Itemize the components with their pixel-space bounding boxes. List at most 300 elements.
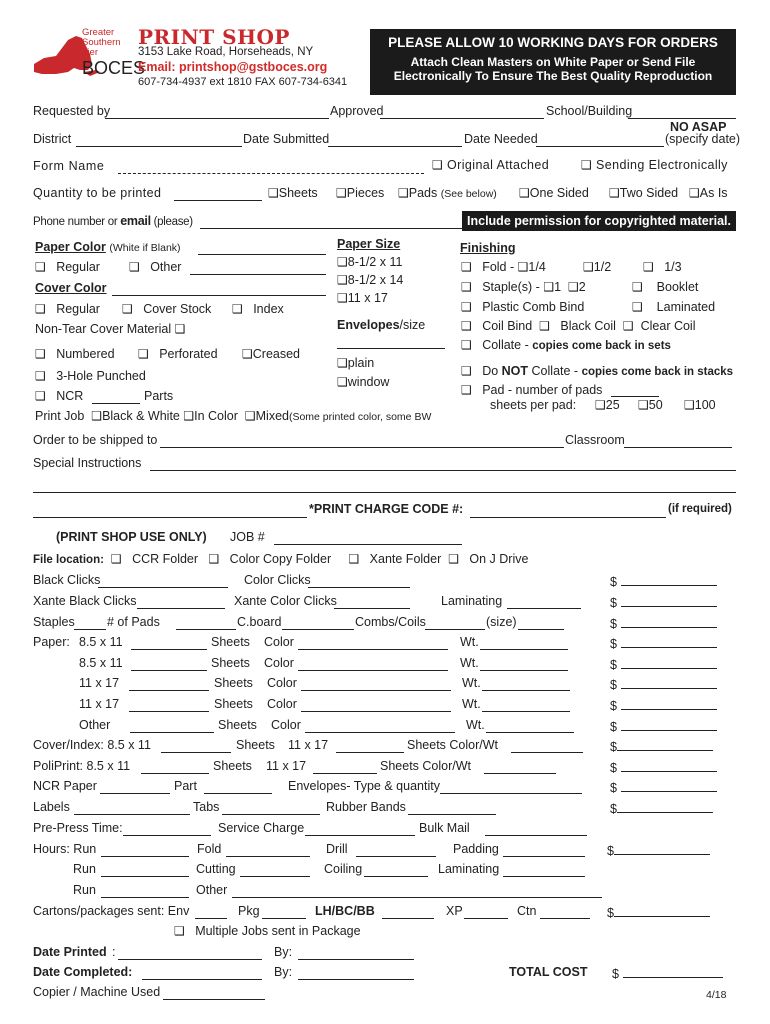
numbered-option[interactable]: ❑ Numbered (35, 347, 115, 361)
cost-12: $ (610, 800, 713, 816)
paper-1-sheets: Sheets (211, 635, 250, 649)
hours-run-field[interactable] (101, 842, 189, 857)
original-attached-option[interactable]: ❑ Original Attached (432, 158, 550, 172)
poliprint-11x17-field[interactable] (313, 759, 377, 774)
paper-1-wt: Wt. (460, 635, 479, 649)
prepress-label: Pre-Press Time: (33, 821, 123, 835)
checkbox-icon[interactable]: ❑ (91, 409, 103, 423)
coiling-field[interactable] (364, 862, 428, 877)
copier-field[interactable] (163, 985, 265, 1000)
other-field-2[interactable] (232, 883, 602, 898)
logo (30, 27, 146, 88)
paper-label: Paper: (33, 635, 70, 649)
service-charge-field[interactable] (305, 821, 415, 836)
approved-field[interactable] (380, 104, 544, 119)
checkbox-icon[interactable]: ❑ (35, 389, 46, 403)
checkbox-icon[interactable]: ❑ (337, 356, 348, 370)
checkbox-icon[interactable]: ❑ (461, 338, 472, 352)
paper-1-color-field[interactable] (298, 635, 448, 650)
district-label: District (33, 132, 72, 146)
paper-size-4: 11 x 17 (79, 697, 120, 711)
pad-50-option[interactable]: ❑50 (638, 398, 663, 412)
laminating-field[interactable] (507, 594, 581, 609)
booklet-option[interactable]: ❑ Booklet (632, 280, 699, 294)
notice-box (370, 29, 736, 95)
logo-line2: Southern (82, 37, 121, 48)
ncr-parts-label: Parts (144, 389, 174, 403)
cost-8: $ (610, 718, 717, 734)
cover-stock-option[interactable]: ❑ Cover Stock (122, 302, 212, 316)
xp-field[interactable] (464, 904, 508, 919)
checkbox-icon[interactable]: ❑ (432, 158, 444, 172)
checkbox-icon[interactable]: ❑ (35, 260, 46, 274)
tabs-field[interactable] (222, 800, 320, 815)
sheets-option[interactable]: ❑Sheets (268, 186, 318, 200)
pad-option[interactable]: ❑ Pad - number of pads (461, 383, 603, 397)
fold-label: Fold (197, 842, 222, 856)
cutting-label: Cutting (196, 862, 236, 876)
tabs-label: Tabs (193, 800, 220, 814)
form-version: 4/18 (706, 989, 727, 1001)
cover-regular-option[interactable]: ❑ Regular (35, 302, 100, 316)
date-printed-field[interactable] (118, 945, 262, 960)
envelope-size-field[interactable] (337, 338, 445, 349)
size-field[interactable] (518, 615, 564, 630)
notice-title: PLEASE ALLOW 10 WORKING DAYS FOR ORDERS (388, 35, 718, 50)
cost-1-field[interactable] (621, 573, 717, 586)
paper-1-wt-field[interactable] (480, 635, 568, 650)
date-printed-label: Date Printed (33, 945, 107, 959)
phone-fax: 607-734-4937 ext 1810 FAX 607-734-6341 (138, 76, 348, 88)
pad-100-option[interactable]: ❑100 (684, 398, 716, 412)
checkbox-icon[interactable]: ❑ (609, 186, 620, 200)
cost-8-field[interactable] (621, 718, 717, 731)
paper-4-color: Color (267, 697, 297, 711)
drill-label: Drill (326, 842, 348, 856)
classroom-label: Classroom (565, 433, 625, 447)
checkbox-icon[interactable]: ❑ (461, 364, 472, 378)
checkbox-icon[interactable]: ❑ (138, 347, 149, 361)
email: Email: printshop@gstboces.org (138, 60, 328, 74)
checkbox-icon[interactable]: ❑ (232, 302, 243, 316)
paper-3-qty-field[interactable] (129, 676, 209, 691)
cover-index-color-wt: Sheets Color/Wt (407, 738, 499, 752)
form-name-label: Form Name (33, 159, 105, 173)
paper-5-sheets: Sheets (218, 718, 257, 732)
ctn-label: Ctn (517, 904, 537, 918)
job-number-label: JOB # (230, 530, 265, 544)
paper-size-3: 11 x 17 (79, 676, 120, 690)
one-sided-option[interactable]: ❑One Sided (519, 186, 589, 200)
charge-code-prefix-field[interactable] (33, 503, 307, 518)
checkbox-icon[interactable]: ❑ (337, 255, 348, 269)
bulk-mail-label: Bulk Mail (419, 821, 470, 835)
district-field[interactable] (76, 132, 242, 147)
two-sided-option[interactable]: ❑Two Sided (609, 186, 679, 200)
fold-half-option[interactable]: ❑1/2 (583, 260, 612, 274)
staples-option[interactable]: ❑ Staple(s) - ❑1 ❑2 (461, 280, 586, 294)
sending-electronically-option[interactable]: ❑ Sending Electronically (581, 158, 728, 172)
print-job-row: Print Job ❑Black & White ❑In Color ❑Mixed(Some printed color, some BW (35, 409, 432, 423)
coiling-label: Coiling (324, 862, 363, 876)
perforated-option[interactable]: ❑ Perforated (138, 347, 218, 361)
cost-4: $ (610, 635, 717, 651)
cutting-field[interactable] (240, 862, 310, 877)
permission-banner: Include permission for copyrighted material. (462, 211, 736, 231)
page-title: PRINT SHOP (138, 25, 290, 49)
pad-count-field[interactable] (611, 383, 659, 397)
completed-by-label: By: (274, 965, 293, 979)
cover-index-11x17: 11 x 17 (288, 738, 329, 752)
non-tear-option[interactable]: Non-Tear Cover Material ❑ (35, 322, 186, 336)
labels-field[interactable] (74, 800, 190, 815)
checkbox-icon[interactable]: ❑ (448, 552, 459, 566)
notice-line2: Electronically To Ensure The Best Quality Reproduction (393, 69, 713, 83)
paper-1-color: Color (264, 635, 294, 649)
quantity-label: Quantity to be printed (33, 186, 162, 200)
paper-size-5: Other (79, 718, 111, 732)
xp-label: XP (446, 904, 463, 918)
shipped-to-label: Order to be shipped to (33, 433, 158, 447)
date-completed-field[interactable] (142, 965, 262, 980)
checkbox-icon[interactable]: ❑ (461, 383, 472, 397)
checkbox-icon[interactable]: ❑ (337, 273, 348, 287)
checkbox-icon[interactable]: ❑ (583, 260, 594, 274)
file-location-row: File location: ❑ CCR Folder ❑ Color Copy Folder ❑ Xante Folder ❑ On J Drive (33, 552, 529, 566)
cost-14: $ (607, 904, 710, 920)
phone-email-label: Phone number or email (please) (33, 214, 193, 228)
special-instructions-field-2[interactable] (33, 478, 736, 493)
black-clicks-field[interactable] (98, 573, 228, 588)
cost-4-field[interactable] (621, 635, 717, 648)
labels-label: Labels (33, 800, 70, 814)
cost-6-field[interactable] (621, 676, 717, 689)
envelopes-type-label: Envelopes- Type & quantity (288, 779, 440, 793)
xante-color-field[interactable] (334, 594, 410, 609)
ncr-option[interactable]: ❑ NCR (35, 389, 84, 403)
plastic-comb-option[interactable]: ❑ Plastic Comb Bind (461, 300, 585, 314)
cost-3-field[interactable] (621, 615, 717, 628)
paper-3-wt: Wt. (462, 676, 481, 690)
checkbox-icon[interactable]: ❑ (398, 186, 409, 200)
poliprint-label: PoliPrint: 8.5 x 11 (33, 759, 131, 773)
checkbox-icon[interactable]: ❑ (174, 322, 186, 336)
run-field-2[interactable] (101, 862, 189, 877)
cartons-label: Cartons/packages sent: Env (33, 904, 190, 918)
paper-2-wt: Wt. (460, 656, 479, 670)
pkg-field[interactable] (262, 904, 306, 919)
as-is-option[interactable]: ❑As Is (689, 186, 728, 200)
laminated-option[interactable]: ❑ Laminated (632, 300, 716, 314)
ncr-part-field[interactable] (204, 779, 272, 794)
specify-date: (specify date) (665, 132, 741, 146)
fold-third-option[interactable]: ❑ 1/3 (643, 260, 682, 274)
padding-label: Padding (453, 842, 499, 856)
cost-13: $ (607, 842, 710, 858)
cover-index-sheets: Sheets (236, 738, 275, 752)
ncr-part-label: Part (174, 779, 197, 793)
checkbox-icon[interactable]: ❑ (268, 186, 279, 200)
checkbox-icon[interactable]: ❑ (622, 319, 634, 333)
lhbcbb-field[interactable] (382, 904, 434, 919)
laminating-label-2: Laminating (438, 862, 500, 876)
paper-4-color-field[interactable] (301, 697, 451, 712)
paper-3-wt-field[interactable] (482, 676, 570, 691)
checkbox-icon[interactable]: ❑ (348, 552, 360, 566)
checkbox-icon[interactable]: ❑ (539, 319, 550, 333)
collate-option[interactable]: ❑ Collate - copies come back in sets (461, 338, 671, 352)
logo-boces: BOCES (82, 58, 146, 78)
job-number-field[interactable] (274, 530, 462, 545)
multiple-jobs-option[interactable]: ❑ Multiple Jobs sent in Package (174, 924, 361, 938)
classroom-field[interactable] (624, 433, 732, 448)
cost-2-field[interactable] (621, 594, 717, 607)
color-clicks-field[interactable] (308, 573, 410, 588)
date-submitted-field[interactable] (328, 132, 462, 147)
requested-by-label: Requested by (33, 104, 111, 118)
checkbox-icon[interactable]: ❑ (242, 347, 253, 361)
three-hole-option[interactable]: ❑ 3-Hole Punched (35, 369, 146, 383)
paper-regular-option[interactable]: ❑ Regular (35, 260, 100, 274)
pieces-option[interactable]: ❑Pieces (336, 186, 385, 200)
phone-email-field[interactable] (200, 214, 462, 229)
cost-9: $ (610, 738, 713, 754)
cover-index-color-wt-field[interactable] (511, 738, 583, 753)
poliprint-color-wt-field[interactable] (484, 759, 556, 774)
paper-5-wt: Wt. (466, 718, 485, 732)
shipped-to-field[interactable] (160, 433, 564, 448)
cost-11: $ (610, 779, 717, 795)
ncr-parts-field[interactable] (92, 389, 140, 404)
paper-color-field[interactable] (198, 240, 326, 255)
hours-run-label: Hours: Run (33, 842, 97, 856)
paper-other-option[interactable]: ❑ Other (129, 260, 182, 274)
fold-field[interactable] (226, 842, 310, 857)
form-name-field[interactable] (118, 159, 424, 174)
paper-size-2: 8.5 x 11 (79, 656, 123, 670)
cost-6: $ (610, 676, 717, 692)
paper-size-heading: Paper Size (337, 237, 401, 251)
logo-line3: Tier (82, 47, 99, 58)
poliprint-sheets: Sheets (213, 759, 252, 773)
laminating-label: Laminating (441, 594, 503, 608)
paper-5-color: Color (271, 718, 301, 732)
cost-13-field[interactable] (614, 842, 710, 855)
cover-index-11x17-field[interactable] (336, 738, 404, 753)
cost-5-field[interactable] (621, 656, 717, 669)
checkbox-icon[interactable]: ❑ (208, 552, 220, 566)
envelope-window-option[interactable]: ❑window (337, 375, 390, 389)
paper-3-color: Color (267, 676, 297, 690)
shop-use-title: (PRINT SHOP USE ONLY) (56, 530, 207, 544)
cost-7-field[interactable] (621, 697, 717, 710)
pad-25-option[interactable]: ❑25 (595, 398, 620, 412)
laminating-field-2[interactable] (503, 862, 585, 877)
poliprint-color-wt: Sheets Color/Wt (380, 759, 472, 773)
checkbox-icon[interactable]: ❑ (461, 280, 472, 294)
paper-3-sheets: Sheets (214, 676, 253, 690)
printed-by-label: By: (274, 945, 293, 959)
run-field-3[interactable] (101, 883, 189, 898)
checkbox-icon[interactable]: ❑ (110, 552, 122, 566)
cover-color-field[interactable] (112, 281, 326, 296)
staples-label: Staples (33, 615, 75, 629)
cost-14-field[interactable] (614, 904, 710, 917)
finishing-heading: Finishing (460, 241, 516, 255)
logo-line1: Greater (82, 27, 115, 38)
cboard-field[interactable] (282, 615, 354, 630)
checkbox-icon[interactable]: ❑ (581, 158, 593, 172)
paper-5-wt-field[interactable] (486, 718, 574, 733)
checkbox-icon[interactable]: ❑ (568, 280, 579, 294)
poliprint-qty-field[interactable] (141, 759, 209, 774)
checkbox-icon[interactable]: ❑ (632, 280, 643, 294)
paper-other-field[interactable] (190, 260, 326, 275)
paper-5-qty-field[interactable] (130, 718, 214, 733)
ncr-paper-label: NCR Paper (33, 779, 97, 793)
approved-label: Approved (330, 104, 384, 118)
date-completed-label: Date Completed: (33, 965, 133, 979)
checkbox-icon[interactable]: ❑ (336, 186, 347, 200)
size-8-5x14-option[interactable]: ❑8-1/2 x 14 (337, 273, 404, 287)
checkbox-icon[interactable]: ❑ (337, 375, 348, 389)
completed-by-field[interactable] (298, 965, 414, 980)
total-cost: $ (612, 965, 723, 981)
num-pads-label: # of Pads (107, 615, 160, 629)
requested-by-field[interactable] (105, 104, 329, 119)
checkbox-icon[interactable]: ❑ (129, 260, 140, 274)
size-label: (size) (486, 615, 517, 629)
copier-label: Copier / Machine Used (33, 985, 161, 999)
rubber-bands-label: Rubber Bands (326, 800, 406, 814)
checkbox-icon[interactable]: ❑ (174, 924, 185, 938)
date-needed-field[interactable] (536, 132, 664, 147)
coil-bind-option[interactable]: ❑ Coil Bind ❑ Black Coil ❑ Clear Coil (461, 319, 696, 333)
run-label-2: Run (73, 862, 96, 876)
total-cost-field[interactable] (623, 965, 723, 978)
total-cost-label: TOTAL COST (509, 965, 588, 979)
size-8-5x11-option[interactable]: ❑8-1/2 x 11 (337, 255, 403, 269)
rubber-bands-field[interactable] (408, 800, 496, 815)
charge-code-label: *PRINT CHARGE CODE #: (309, 502, 464, 516)
checkbox-icon[interactable]: ❑ (35, 369, 46, 383)
school-label: School/Building (546, 104, 633, 118)
school-field[interactable] (628, 104, 736, 119)
checkbox-icon[interactable]: ❑ (519, 186, 530, 200)
envelopes-type-field[interactable] (440, 779, 582, 794)
prepress-field[interactable] (123, 821, 211, 836)
pads-option[interactable]: ❑Pads (See below) (398, 186, 497, 200)
cost-3: $ (610, 615, 717, 631)
special-instructions-field[interactable] (150, 456, 736, 471)
cost-1: $ (610, 573, 717, 589)
paper-1-qty-field[interactable] (131, 635, 207, 650)
xante-color-label: Xante Color Clicks (234, 594, 337, 608)
printed-by-field[interactable] (298, 945, 414, 960)
date-needed-label: Date Needed (464, 132, 538, 146)
paper-2-qty-field[interactable] (131, 656, 207, 671)
checkbox-icon[interactable]: ❑ (461, 260, 472, 274)
drill-field[interactable] (356, 842, 436, 857)
paper-color-heading: Paper Color (White if Blank) (35, 240, 181, 254)
checkbox-icon[interactable]: ❑ (517, 260, 529, 274)
cost-12-field[interactable] (617, 800, 713, 813)
ncr-paper-field[interactable] (100, 779, 170, 794)
checkbox-icon[interactable]: ❑ (35, 302, 46, 316)
checkbox-icon[interactable]: ❑ (244, 409, 256, 423)
other-label-2: Other (196, 883, 228, 897)
paper-4-qty-field[interactable] (129, 697, 209, 712)
paper-4-wt-field[interactable] (482, 697, 570, 712)
cboard-label: C.board (237, 615, 282, 629)
checkbox-icon[interactable]: ❑ (183, 409, 195, 423)
checkbox-icon[interactable]: ❑ (35, 347, 46, 361)
quantity-field[interactable] (174, 186, 262, 201)
staples-field[interactable] (74, 615, 106, 630)
checkbox-icon[interactable]: ❑ (643, 260, 654, 274)
checkbox-icon[interactable]: ❑ (461, 319, 472, 333)
xante-black-field[interactable] (137, 594, 225, 609)
cost-5: $ (610, 656, 717, 672)
checkbox-icon[interactable]: ❑ (689, 186, 700, 200)
checkbox-icon[interactable]: ❑ (337, 291, 348, 305)
combs-field[interactable] (425, 615, 485, 630)
cost-11-field[interactable] (621, 779, 717, 792)
cartons-env-field[interactable] (195, 904, 227, 919)
sheets-per-pad-label: sheets per pad: (490, 398, 577, 412)
xante-black-label: Xante Black Clicks (33, 594, 137, 608)
creased-option[interactable]: ❑Creased (242, 347, 301, 361)
pkg-label: Pkg (238, 904, 260, 918)
checkbox-icon[interactable]: ❑ (638, 398, 649, 412)
cost-9-field[interactable] (617, 738, 713, 751)
cover-index-qty-field[interactable] (161, 738, 231, 753)
date-submitted-label: Date Submitted (243, 132, 330, 146)
checkbox-icon[interactable]: ❑ (684, 398, 695, 412)
bulk-mail-field[interactable] (485, 821, 587, 836)
fold-option[interactable]: ❑ Fold - ❑1/4 (461, 260, 546, 274)
paper-2-sheets: Sheets (211, 656, 250, 670)
paper-5-color-field[interactable] (305, 718, 455, 733)
cost-2: $ (610, 594, 717, 610)
checkbox-icon[interactable]: ❑ (122, 302, 133, 316)
do-not-collate-option[interactable]: ❑ Do NOT Collate - copies come back in stacks (461, 364, 734, 378)
charge-code-field[interactable] (470, 503, 666, 518)
service-charge-label: Service Charge (218, 821, 305, 835)
num-pads-field[interactable] (176, 615, 236, 630)
paper-size-1: 8.5 x 11 (79, 635, 123, 649)
checkbox-icon[interactable]: ❑ (461, 300, 472, 314)
padding-field[interactable] (503, 842, 585, 857)
cost-7: $ (610, 697, 717, 713)
checkbox-icon[interactable]: ❑ (543, 280, 555, 294)
paper-3-color-field[interactable] (301, 676, 451, 691)
address: 3153 Lake Road, Horseheads, NY (138, 46, 314, 58)
paper-2-wt-field[interactable] (480, 656, 568, 671)
index-option[interactable]: ❑ Index (232, 302, 284, 316)
ctn-field[interactable] (540, 904, 590, 919)
paper-2-color-field[interactable] (298, 656, 448, 671)
checkbox-icon[interactable]: ❑ (632, 300, 643, 314)
size-11x17-option[interactable]: ❑11 x 17 (337, 291, 388, 305)
no-asap: NO ASAP (670, 120, 727, 134)
special-instructions-label: Special Instructions (33, 456, 142, 470)
paper-4-sheets: Sheets (214, 697, 253, 711)
envelope-plain-option[interactable]: ❑plain (337, 356, 375, 370)
cost-10-field[interactable] (621, 759, 717, 772)
cover-index-label: Cover/Index: 8.5 x 11 (33, 738, 151, 752)
checkbox-icon[interactable]: ❑ (595, 398, 606, 412)
